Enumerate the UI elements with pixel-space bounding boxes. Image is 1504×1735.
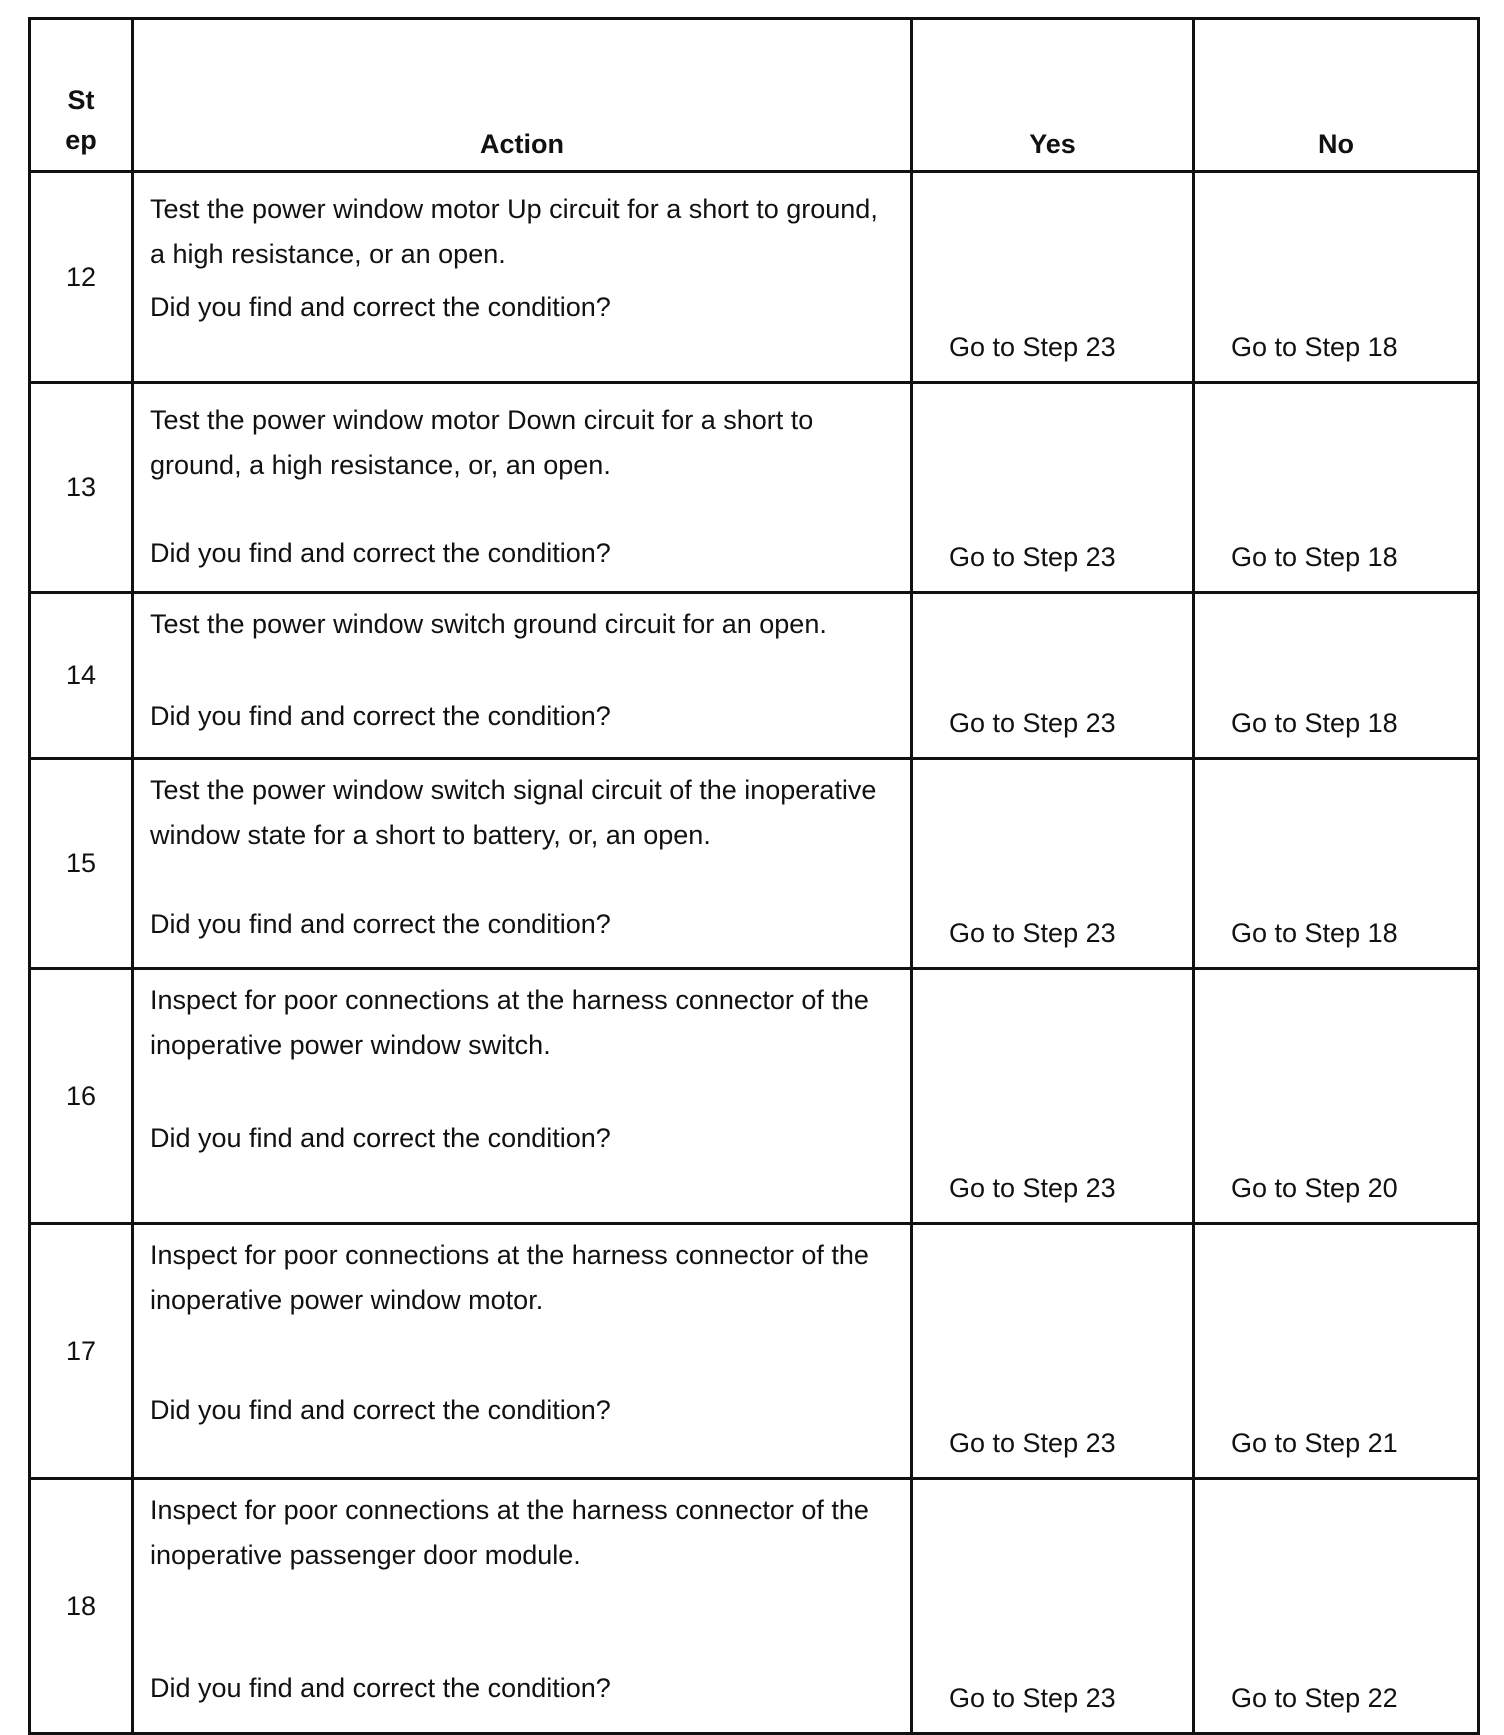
table-row: [30, 1479, 1479, 1734]
yes-step-link: Go to Step 23: [949, 918, 1116, 948]
action-description: Test the power window switch signal circuit of the inoperative window state for a short to battery, or, an open.: [150, 775, 877, 850]
no-step-link: Go to Step 22: [1231, 1683, 1398, 1713]
step-number-cell: [30, 1224, 133, 1479]
no-step-link: Go to Step 20: [1231, 1173, 1398, 1203]
action-question: Did you find and correct the condition?: [150, 1123, 611, 1153]
no-step-link: Go to Step 18: [1231, 332, 1398, 362]
action-description: Inspect for poor connections at the harness connector of the inoperative power window switch.: [150, 985, 869, 1060]
yes-cell: [912, 383, 1194, 593]
step-number: 17: [65, 1335, 97, 1366]
action-cell: [133, 1224, 912, 1479]
header-yes-label: Yes: [1029, 129, 1076, 159]
table-row: [30, 593, 1479, 759]
header-action: [133, 19, 912, 172]
yes-step-link: Go to Step 23: [949, 708, 1116, 738]
action-cell: [133, 172, 912, 383]
action-question: Did you find and correct the condition?: [150, 909, 611, 939]
yes-cell: [912, 172, 1194, 383]
header-action-label: Action: [480, 129, 564, 159]
header-step: [30, 19, 133, 172]
step-number: 18: [65, 1590, 97, 1621]
header-yes: [912, 19, 1194, 172]
yes-cell: [912, 593, 1194, 759]
action-cell: [133, 759, 912, 969]
step-number: 15: [65, 848, 97, 878]
yes-step-link: Go to Step 23: [949, 542, 1116, 572]
yes-cell: [912, 1224, 1194, 1479]
no-step-link: Go to Step 18: [1231, 918, 1398, 948]
action-question: Did you find and correct the condition?: [150, 1673, 611, 1703]
yes-step-link: Go to Step 23: [949, 1428, 1116, 1458]
step-number-cell: [30, 383, 133, 593]
action-question: Did you find and correct the condition?: [150, 538, 611, 568]
no-cell: [1194, 759, 1479, 969]
table-row: [30, 172, 1479, 383]
no-step-link: Go to Step 21: [1231, 1428, 1398, 1458]
no-cell: [1194, 593, 1479, 759]
table-row: [30, 383, 1479, 593]
step-number-cell: [30, 593, 133, 759]
action-cell: [133, 969, 912, 1224]
table-header-row: [30, 19, 1479, 172]
no-cell: [1194, 1224, 1479, 1479]
header-step-label: St ep: [65, 85, 97, 155]
action-cell: [133, 1479, 912, 1734]
action-question: Did you find and correct the condition?: [150, 1395, 611, 1425]
step-number: 16: [65, 1080, 97, 1111]
header-no-label: No: [1318, 129, 1354, 159]
table-row: [30, 759, 1479, 969]
action-description: Inspect for poor connections at the harness connector of the inoperative power window motor.: [150, 1240, 869, 1315]
no-cell: [1194, 969, 1479, 1224]
action-question: Did you find and correct the condition?: [150, 701, 611, 731]
action-description: Test the power window switch ground circuit for an open.: [150, 609, 827, 639]
no-step-link: Go to Step 18: [1231, 542, 1398, 572]
table-row: [30, 969, 1479, 1224]
yes-cell: [912, 1479, 1194, 1734]
step-number-cell: [30, 1479, 133, 1734]
action-description: Inspect for poor connections at the harness connector of the inoperative passenger door module.: [150, 1495, 869, 1570]
action-description: Test the power window motor Up circuit for a short to ground, a high resistance, or an open.: [150, 194, 878, 269]
yes-step-link: Go to Step 23: [949, 1683, 1116, 1713]
action-cell: [133, 593, 912, 759]
action-description: Test the power window motor Down circuit for a short to ground, a high resistance, or, an open.: [150, 405, 814, 480]
step-number-cell: [30, 759, 133, 969]
no-cell: [1194, 1479, 1479, 1734]
action-cell: [133, 383, 912, 593]
action-question: Did you find and correct the condition?: [150, 292, 611, 322]
yes-cell: [912, 759, 1194, 969]
table-row: [30, 1224, 1479, 1479]
header-no: [1194, 19, 1479, 172]
step-number-cell: [30, 969, 133, 1224]
no-step-link: Go to Step 18: [1231, 708, 1398, 738]
yes-cell: [912, 969, 1194, 1224]
step-number-cell: [30, 172, 133, 383]
diagnostic-step-table: [28, 17, 1480, 1735]
step-number: 12: [65, 261, 97, 292]
no-cell: [1194, 172, 1479, 383]
no-cell: [1194, 383, 1479, 593]
yes-step-link: Go to Step 23: [949, 1173, 1116, 1203]
yes-step-link: Go to Step 23: [949, 332, 1116, 362]
step-number: 13: [65, 472, 97, 502]
step-number: 14: [65, 660, 97, 690]
